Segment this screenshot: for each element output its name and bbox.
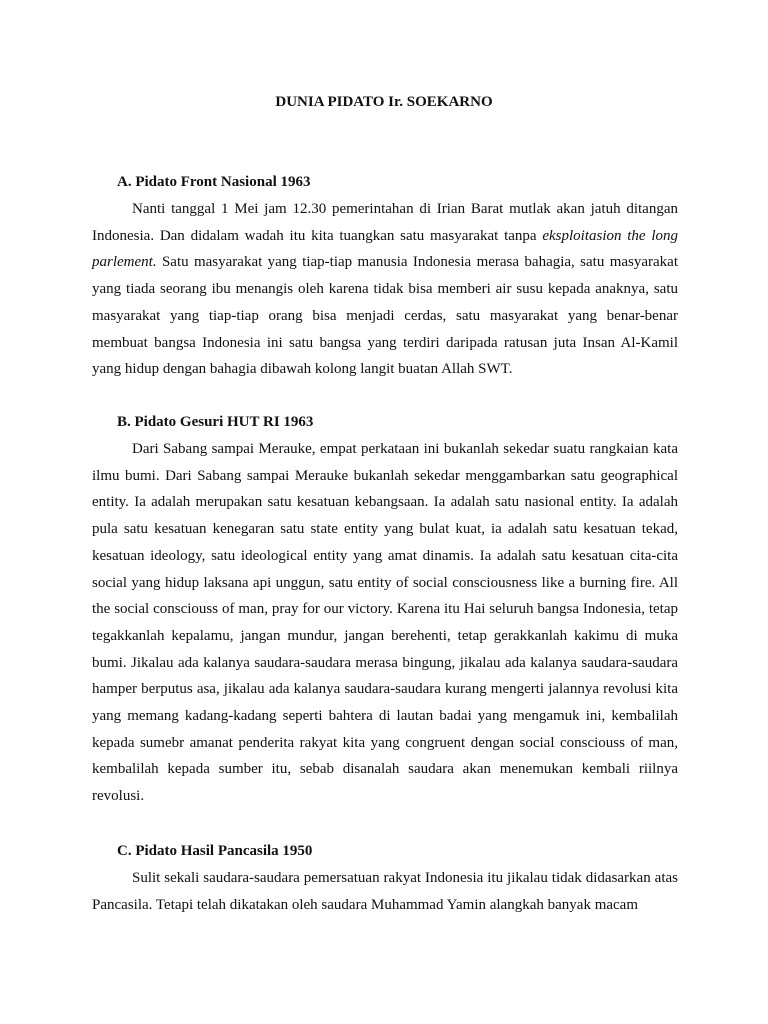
section-heading-c: C. Pidato Hasil Pancasila 1950 (117, 843, 313, 859)
document-title: DUNIA PIDATO Ir. SOEKARNO (275, 94, 493, 110)
paragraph-italic-text: eksploitasion the long parlement. (92, 227, 678, 271)
section-paragraph-b: Dari Sabang sampai Merauke, empat perkataan ini bukanlah sekedar suatu rangkaian kata ilmu bumi. Dari Sabang sampai Merauke bukanlah sekedar menggambarkan satu geographical entity. Ia adalah merupakan satu kesatuan kebangsaan. Ia adalah satu nasional entity. Ia adalah pula satu kesatuan kenegaran satu state entity yang bulat kuat, ia adalah satu kesatuan tekad, kesatuan ideology, satu ideological entity yang amat dinamis. Ia adalah satu kesatuan cita-cita social yang hidup laksana api unggun, satu entity of social consciousness like a burning fire. All the social consciouss of man, pray for our victory. Karena itu Hai seluruh bangsa Indonesia, tetap tegakkanlah kepalamu, jangan mundur, jangan berehenti, tetap gerakkanlah kakimu di muka bumi. Jikalau ada kalanya saudara-saudara merasa bingung, jikalau ada kalanya saudara-saudara hamper berputus asa, jikalau ada kalanya saudara-saudara kurang mengerti jalannya revolusi kita yang memang kadang-kadang seperti bahtera di lautan badai yang mengamuk ini, kembalilah kepada sumebr amanat penderita rakyat kita yang congruent dengan social consciouss of man, kembalilah kepada sumber itu, sebab disanalah saudara akan menemukan kembali riilnya revolusi. (92, 441, 678, 805)
section-paragraph-a (92, 196, 678, 383)
paragraph-text: Nanti tanggal 1 Mei jam 12.30 pemerintahan di Irian Barat mutlak akan jatuh ditangan Indonesia. Dan didalam wadah itu kita tuangkan satu masyarakat tanpa (92, 201, 678, 244)
section-heading-a: A. Pidato Front Nasional 1963 (117, 174, 311, 190)
paragraph-text: Satu masyarakat yang tiap-tiap manusia Indonesia merasa bahagia, satu masyarakat yang tiada seorang ibu menangis oleh karena tidak bisa memberi air susu kepada anaknya, satu masyarakat yang tiap-tiap orang bisa menjadi cerdas, satu masyarakat yang benar-benar membuat bangsa Indonesia ini satu bangsa yang terdiri daripada ratusan juta Insan Al-Kamil yang hidup dengan bahagia dibawah kolong langit buatan Allah SWT. (92, 254, 678, 378)
section-paragraph-c: Sulit sekali saudara-saudara pemersatuan rakyat Indonesia itu jikalau tidak didasarkan atas Pancasila. Tetapi telah dikatakan oleh saudara Muhammad Yamin alangkah banyak macam (92, 870, 678, 913)
section-heading-b: B. Pidato Gesuri HUT RI 1963 (117, 414, 314, 430)
